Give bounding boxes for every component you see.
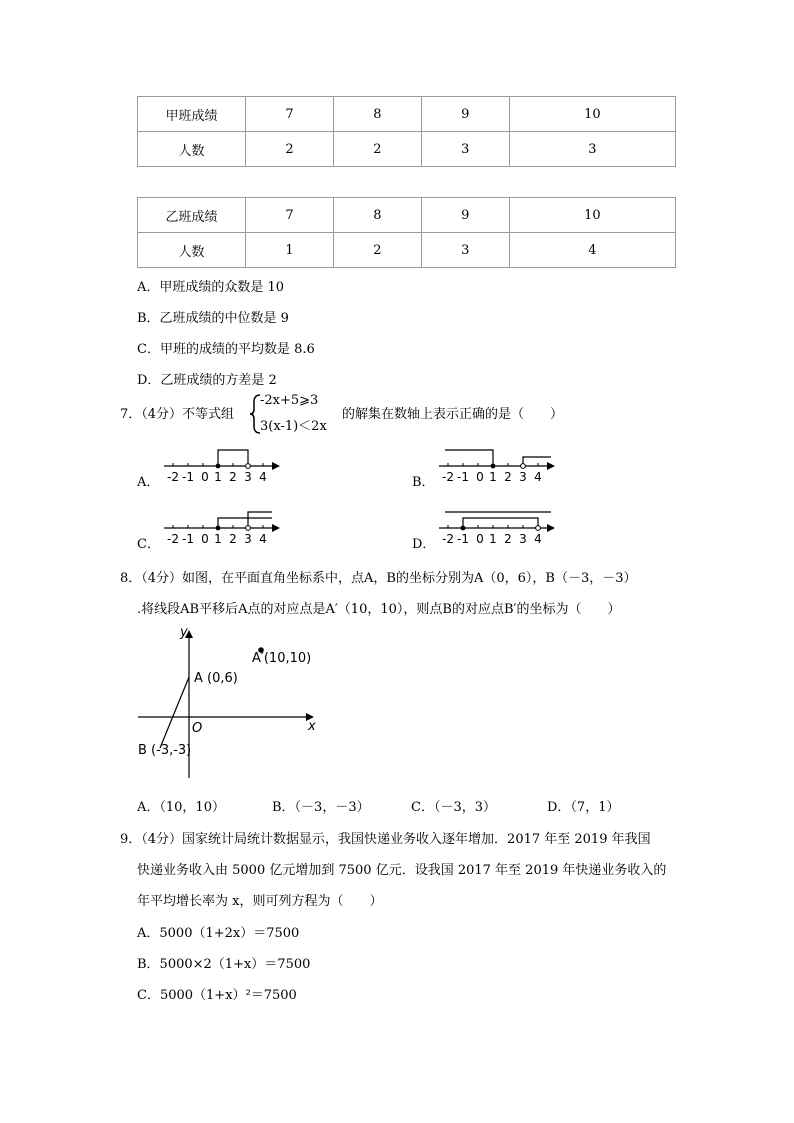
score-table-class-jia [137,96,676,167]
tick-label: -2 [167,470,179,484]
tick-label: 0 [476,532,484,546]
table-row [138,198,676,233]
point-b-label: B (-3,-3) [138,743,192,758]
q7-stem-suffix: 的解集在数轴上表示正确的是（ ） [342,407,564,422]
tick-label: 2 [504,470,512,484]
table-row [138,233,676,268]
score-table-class-yi [137,197,676,268]
tick-label: -2 [167,532,179,546]
tick-label: 3 [519,470,527,484]
q7-option-a-label: A． [137,475,160,490]
tick-label: 2 [229,470,237,484]
q6-option-a: A．甲班成绩的众数是 10 [137,280,285,295]
q6-option-b: B．乙班成绩的中位数是 9 [137,311,289,326]
tick-label: -1 [457,532,469,546]
tick-label: 4 [534,532,542,546]
tick-label: 0 [201,532,209,546]
tick-label: 1 [489,470,497,484]
tick-label: 4 [259,532,267,546]
table-row [138,132,676,167]
table-cell: 10 [509,198,675,233]
segment-ab [160,677,189,748]
tick-label: 1 [214,532,222,546]
q8-stem-line-2: .将线段AB平移后A点的对应点是A′（10，10），则点B的对应点B′的坐标为（ ） [137,602,621,617]
tick-label: -2 [442,470,454,484]
q9-option-a: A．5000（1+2x）＝7500 [137,926,300,941]
table-cell: 2 [333,233,421,268]
table-cell: 8 [333,97,421,132]
q9-stem-line-3: 年平均增长率为 x，则可列方程为（ ） [137,894,383,909]
tick-label: -1 [182,532,194,546]
q8-option-d: D．（7，1） [547,800,620,815]
table-cell: 10 [509,97,675,132]
q7-inequality-1: -2x+5⩾3 [260,393,319,408]
q7-inequality-2: 3(x-1)＜2x [260,419,327,434]
tick-label: -2 [442,532,454,546]
q8-coordinate-figure [130,620,330,780]
table-cell: 8 [333,198,421,233]
q8-stem-line-1: 8．（4分）如图，在平面直角坐标系中，点A，B的坐标分别为A（0，6），B（－3，－3） [120,571,637,586]
x-axis-label: x [308,719,316,734]
table-cell: 9 [421,97,509,132]
q6-option-d: D．乙班成绩的方差是 2 [137,373,277,388]
table-cell: 4 [509,233,675,268]
q8-option-a: A．（10，10） [137,800,225,815]
tick-label: 1 [489,532,497,546]
tick-label: 1 [214,470,222,484]
tick-label: 0 [476,470,484,484]
tick-label: 0 [201,470,209,484]
q7-stem-prefix: 7．（4分）不等式组 [120,407,235,422]
number-line-option-d [435,508,560,548]
y-axis-label: y [180,625,188,640]
table-cell: 3 [509,132,675,167]
number-line-option-c [160,508,285,548]
tick-label: 3 [244,532,252,546]
table-row [138,97,676,132]
point-a-prime-label: A′(10,10) [252,651,312,666]
table-cell: 3 [421,233,509,268]
origin-label: O [192,721,203,736]
tick-label: 2 [504,532,512,546]
q9-option-b: B．5000×2（1+x）＝7500 [137,957,311,972]
q8-option-c: C．（－3，3） [411,800,496,815]
tick-label: 2 [229,532,237,546]
tick-label: 3 [519,532,527,546]
tick-label: 4 [534,470,542,484]
table-cell: 1 [246,233,334,268]
table-cell: 2 [333,132,421,167]
q8-option-b: B．（－3，－3） [272,800,370,815]
table-cell: 7 [246,198,334,233]
table-cell: 2 [246,132,334,167]
q9-option-c: C．5000（1+x）²＝7500 [137,988,297,1003]
q7-option-d-label: D． [412,537,436,552]
tick-label: -1 [457,470,469,484]
number-line-option-a [160,446,285,486]
table-cell: 乙班成绩 [138,198,246,233]
point-a-label: A (0,6) [194,671,238,686]
q9-stem-line-1: 9．（4分）国家统计局统计数据显示，我国快递业务收入逐年增加．2017 年至 2019 年我国 [120,832,651,847]
q6-option-c: C．甲班的成绩的平均数是 8.6 [137,342,315,357]
q9-stem-line-2: 快递业务收入由 5000 亿元增加到 7500 亿元．设我国 2017 年至 2019 年快递业务收入的 [137,863,667,878]
tick-label: 4 [259,470,267,484]
table-cell: 甲班成绩 [138,97,246,132]
table-cell: 3 [421,132,509,167]
q7-option-b-label: B． [412,475,435,490]
number-line-option-b [435,446,560,486]
table-cell: 人数 [138,233,246,268]
q7-option-c-label: C． [137,537,160,552]
tick-label: 3 [244,470,252,484]
table-cell: 9 [421,198,509,233]
table-cell: 人数 [138,132,246,167]
tick-label: -1 [182,470,194,484]
table-cell: 7 [246,97,334,132]
